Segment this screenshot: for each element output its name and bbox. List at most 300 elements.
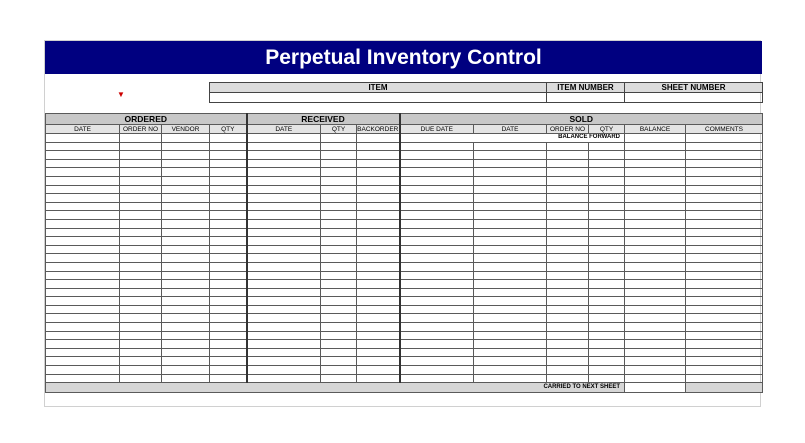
grid-cell[interactable] — [625, 305, 686, 314]
grid-cell[interactable] — [247, 151, 321, 160]
grid-cell[interactable] — [321, 202, 357, 211]
grid-cell[interactable] — [120, 151, 162, 160]
grid-cell[interactable] — [474, 331, 547, 340]
grid-cell[interactable] — [686, 176, 763, 185]
grid-cell[interactable] — [247, 254, 321, 263]
grid-cell[interactable] — [625, 176, 686, 185]
grid-cell[interactable] — [547, 297, 589, 306]
grid-cell[interactable] — [357, 280, 400, 289]
grid-cell[interactable] — [210, 211, 247, 220]
grid-cell[interactable] — [321, 176, 357, 185]
grid-cell[interactable] — [589, 176, 625, 185]
grid-cell[interactable] — [162, 262, 210, 271]
grid-cell[interactable] — [686, 185, 763, 194]
grid-cell[interactable] — [46, 357, 120, 366]
grid-cell[interactable] — [547, 262, 589, 271]
grid-cell[interactable] — [547, 194, 589, 203]
grid-cell[interactable] — [210, 176, 247, 185]
grid-cell[interactable] — [589, 323, 625, 332]
grid-cell[interactable] — [247, 202, 321, 211]
grid-cell[interactable] — [474, 340, 547, 349]
grid-cell[interactable] — [162, 237, 210, 246]
grid-cell[interactable] — [162, 159, 210, 168]
grid-cell[interactable] — [247, 323, 321, 332]
grid-cell[interactable] — [162, 280, 210, 289]
grid-cell[interactable] — [357, 340, 400, 349]
grid-cell[interactable] — [46, 280, 120, 289]
grid-cell[interactable] — [321, 151, 357, 160]
grid-cell[interactable] — [210, 245, 247, 254]
grid-cell[interactable] — [625, 271, 686, 280]
grid-cell[interactable] — [474, 280, 547, 289]
grid-cell[interactable] — [162, 340, 210, 349]
grid-cell[interactable] — [120, 185, 162, 194]
grid-cell[interactable] — [589, 314, 625, 323]
grid-cell[interactable] — [589, 245, 625, 254]
grid-cell[interactable] — [589, 228, 625, 237]
grid-cell[interactable] — [162, 314, 210, 323]
grid-cell[interactable] — [321, 134, 357, 143]
grid-cell[interactable] — [625, 245, 686, 254]
grid-cell[interactable] — [162, 194, 210, 203]
grid-cell[interactable] — [400, 271, 474, 280]
carried-balance-value[interactable] — [625, 383, 686, 393]
grid-cell[interactable] — [321, 211, 357, 220]
grid-cell[interactable] — [357, 254, 400, 263]
grid-cell[interactable] — [210, 374, 247, 383]
grid-cell[interactable] — [400, 245, 474, 254]
grid-cell[interactable] — [120, 245, 162, 254]
grid-cell[interactable] — [474, 254, 547, 263]
grid-cell[interactable] — [247, 348, 321, 357]
grid-cell[interactable] — [120, 168, 162, 177]
grid-cell[interactable] — [321, 142, 357, 151]
grid-cell[interactable] — [625, 262, 686, 271]
grid-cell[interactable] — [547, 176, 589, 185]
grid-cell[interactable] — [162, 366, 210, 375]
grid-cell[interactable] — [625, 159, 686, 168]
grid-cell[interactable] — [247, 366, 321, 375]
grid-cell[interactable] — [400, 280, 474, 289]
grid-cell[interactable] — [589, 185, 625, 194]
grid-cell[interactable] — [625, 228, 686, 237]
grid-cell[interactable] — [210, 254, 247, 263]
grid-cell[interactable] — [210, 159, 247, 168]
grid-cell[interactable] — [547, 305, 589, 314]
grid-cell[interactable] — [321, 348, 357, 357]
grid-cell[interactable] — [625, 142, 686, 151]
grid-cell[interactable] — [210, 194, 247, 203]
grid-cell[interactable] — [357, 168, 400, 177]
grid-cell[interactable] — [46, 194, 120, 203]
grid-cell[interactable] — [247, 271, 321, 280]
grid-cell[interactable] — [210, 280, 247, 289]
grid-cell[interactable] — [210, 134, 247, 143]
grid-cell[interactable] — [589, 366, 625, 375]
grid-cell[interactable] — [357, 305, 400, 314]
grid-cell[interactable] — [120, 211, 162, 220]
grid-cell[interactable] — [46, 245, 120, 254]
grid-cell[interactable] — [210, 305, 247, 314]
grid-cell[interactable] — [547, 340, 589, 349]
grid-cell[interactable] — [357, 262, 400, 271]
grid-cell[interactable] — [625, 366, 686, 375]
grid-cell[interactable] — [357, 288, 400, 297]
grid-cell[interactable] — [162, 176, 210, 185]
grid-cell[interactable] — [162, 185, 210, 194]
grid-cell[interactable] — [686, 254, 763, 263]
grid-cell[interactable] — [162, 288, 210, 297]
grid-cell[interactable] — [400, 176, 474, 185]
grid-cell[interactable] — [400, 185, 474, 194]
grid-cell[interactable] — [400, 159, 474, 168]
grid-cell[interactable] — [46, 374, 120, 383]
grid-cell[interactable] — [162, 254, 210, 263]
grid-cell[interactable] — [589, 262, 625, 271]
grid-cell[interactable] — [474, 357, 547, 366]
grid-cell[interactable] — [321, 228, 357, 237]
grid-cell[interactable] — [120, 159, 162, 168]
grid-cell[interactable] — [357, 228, 400, 237]
grid-cell[interactable] — [210, 151, 247, 160]
grid-cell[interactable] — [247, 185, 321, 194]
grid-cell[interactable] — [247, 374, 321, 383]
grid-cell[interactable] — [357, 202, 400, 211]
grid-cell[interactable] — [547, 374, 589, 383]
grid-cell[interactable] — [321, 168, 357, 177]
grid-cell[interactable] — [120, 142, 162, 151]
grid-cell[interactable] — [547, 151, 589, 160]
grid-cell[interactable] — [247, 194, 321, 203]
grid-cell[interactable] — [210, 271, 247, 280]
grid-cell[interactable] — [210, 262, 247, 271]
grid-cell[interactable] — [247, 288, 321, 297]
grid-cell[interactable] — [46, 185, 120, 194]
grid-cell[interactable] — [474, 297, 547, 306]
grid-cell[interactable] — [162, 305, 210, 314]
grid-cell[interactable] — [625, 185, 686, 194]
grid-cell[interactable] — [247, 245, 321, 254]
grid-cell[interactable] — [474, 185, 547, 194]
grid-cell[interactable] — [247, 176, 321, 185]
grid-cell[interactable] — [400, 357, 474, 366]
grid-cell[interactable] — [210, 348, 247, 357]
grid-cell[interactable] — [321, 305, 357, 314]
grid-cell[interactable] — [321, 194, 357, 203]
grid-cell[interactable] — [357, 271, 400, 280]
grid-cell[interactable] — [162, 168, 210, 177]
grid-cell[interactable] — [686, 305, 763, 314]
grid-cell[interactable] — [357, 374, 400, 383]
grid-cell[interactable] — [400, 366, 474, 375]
grid-cell[interactable] — [162, 245, 210, 254]
grid-cell[interactable] — [686, 134, 763, 143]
grid-cell[interactable] — [210, 219, 247, 228]
grid-cell[interactable] — [589, 237, 625, 246]
grid-cell[interactable] — [357, 176, 400, 185]
grid-cell[interactable] — [625, 151, 686, 160]
grid-cell[interactable] — [547, 280, 589, 289]
grid-cell[interactable] — [589, 142, 625, 151]
grid-cell[interactable] — [357, 151, 400, 160]
grid-cell[interactable] — [589, 357, 625, 366]
grid-cell[interactable] — [120, 340, 162, 349]
grid-cell[interactable] — [686, 366, 763, 375]
grid-cell[interactable] — [120, 288, 162, 297]
grid-cell[interactable] — [547, 331, 589, 340]
carried-comments-cell[interactable] — [686, 383, 763, 393]
grid-cell[interactable] — [686, 348, 763, 357]
grid-cell[interactable] — [625, 314, 686, 323]
grid-cell[interactable] — [400, 168, 474, 177]
grid-cell[interactable] — [46, 288, 120, 297]
grid-cell[interactable] — [686, 219, 763, 228]
grid-cell[interactable] — [120, 348, 162, 357]
grid-cell[interactable] — [547, 211, 589, 220]
item-number-value-cell[interactable] — [547, 93, 625, 103]
grid-cell[interactable] — [547, 254, 589, 263]
grid-cell[interactable] — [686, 314, 763, 323]
grid-cell[interactable] — [46, 151, 120, 160]
grid-cell[interactable] — [46, 176, 120, 185]
grid-cell[interactable] — [120, 357, 162, 366]
grid-cell[interactable] — [357, 185, 400, 194]
grid-cell[interactable] — [120, 202, 162, 211]
grid-cell[interactable] — [400, 288, 474, 297]
grid-cell[interactable] — [120, 374, 162, 383]
grid-cell[interactable] — [400, 314, 474, 323]
grid-cell[interactable] — [247, 262, 321, 271]
grid-cell[interactable] — [686, 271, 763, 280]
grid-cell[interactable] — [247, 280, 321, 289]
grid-cell[interactable] — [247, 305, 321, 314]
grid-cell[interactable] — [321, 159, 357, 168]
grid-cell[interactable] — [686, 142, 763, 151]
grid-cell[interactable] — [46, 228, 120, 237]
grid-cell[interactable] — [120, 323, 162, 332]
grid-cell[interactable] — [247, 168, 321, 177]
grid-cell[interactable] — [357, 331, 400, 340]
grid-cell[interactable] — [547, 271, 589, 280]
grid-cell[interactable] — [120, 331, 162, 340]
grid-cell[interactable] — [474, 151, 547, 160]
grid-cell[interactable] — [625, 357, 686, 366]
grid-cell[interactable] — [589, 211, 625, 220]
grid-cell[interactable] — [46, 271, 120, 280]
grid-cell[interactable] — [162, 202, 210, 211]
grid-cell[interactable] — [686, 228, 763, 237]
grid-cell[interactable] — [589, 159, 625, 168]
grid-cell[interactable] — [247, 211, 321, 220]
grid-cell[interactable] — [46, 168, 120, 177]
grid-cell[interactable] — [686, 340, 763, 349]
grid-cell[interactable] — [321, 245, 357, 254]
grid-cell[interactable] — [474, 211, 547, 220]
grid-cell[interactable] — [120, 134, 162, 143]
grid-cell[interactable] — [589, 340, 625, 349]
grid-cell[interactable] — [625, 211, 686, 220]
grid-cell[interactable] — [474, 202, 547, 211]
grid-cell[interactable] — [162, 151, 210, 160]
grid-cell[interactable] — [589, 168, 625, 177]
grid-cell[interactable] — [46, 219, 120, 228]
grid-cell[interactable] — [210, 366, 247, 375]
grid-cell[interactable] — [357, 357, 400, 366]
grid-cell[interactable] — [625, 348, 686, 357]
grid-cell[interactable] — [400, 262, 474, 271]
grid-cell[interactable] — [474, 374, 547, 383]
grid-cell[interactable] — [162, 323, 210, 332]
grid-cell[interactable] — [210, 142, 247, 151]
grid-cell[interactable] — [547, 202, 589, 211]
grid-cell[interactable] — [247, 314, 321, 323]
grid-cell[interactable] — [589, 271, 625, 280]
grid-cell[interactable] — [589, 331, 625, 340]
grid-cell[interactable] — [589, 202, 625, 211]
grid-cell[interactable] — [686, 237, 763, 246]
grid-cell[interactable] — [474, 159, 547, 168]
grid-cell[interactable] — [474, 142, 547, 151]
grid-cell[interactable] — [210, 297, 247, 306]
grid-cell[interactable] — [210, 314, 247, 323]
grid-cell[interactable] — [247, 159, 321, 168]
grid-cell[interactable] — [321, 271, 357, 280]
grid-cell[interactable] — [120, 219, 162, 228]
grid-cell[interactable] — [625, 323, 686, 332]
grid-cell[interactable] — [474, 288, 547, 297]
grid-cell[interactable] — [589, 374, 625, 383]
grid-cell[interactable] — [686, 262, 763, 271]
grid-cell[interactable] — [686, 194, 763, 203]
grid-cell[interactable] — [400, 202, 474, 211]
grid-cell[interactable] — [210, 202, 247, 211]
grid-cell[interactable] — [400, 142, 474, 151]
grid-cell[interactable] — [162, 211, 210, 220]
grid-cell[interactable] — [357, 245, 400, 254]
grid-cell[interactable] — [46, 134, 120, 143]
grid-cell[interactable] — [625, 288, 686, 297]
grid-cell[interactable] — [46, 254, 120, 263]
grid-cell[interactable] — [321, 331, 357, 340]
grid-cell[interactable] — [120, 305, 162, 314]
grid-cell[interactable] — [686, 288, 763, 297]
grid-cell[interactable] — [400, 323, 474, 332]
grid-cell[interactable] — [120, 262, 162, 271]
grid-cell[interactable] — [547, 228, 589, 237]
grid-cell[interactable] — [46, 202, 120, 211]
grid-cell[interactable] — [686, 297, 763, 306]
grid-cell[interactable] — [547, 185, 589, 194]
grid-cell[interactable] — [474, 305, 547, 314]
grid-cell[interactable] — [547, 288, 589, 297]
grid-cell[interactable] — [46, 331, 120, 340]
grid-cell[interactable] — [357, 219, 400, 228]
grid-cell[interactable] — [321, 297, 357, 306]
grid-cell[interactable] — [400, 297, 474, 306]
grid-cell[interactable] — [400, 340, 474, 349]
grid-cell[interactable] — [321, 366, 357, 375]
grid-cell[interactable] — [474, 366, 547, 375]
balance-forward-value[interactable] — [625, 134, 686, 143]
grid-cell[interactable] — [357, 314, 400, 323]
grid-cell[interactable] — [589, 297, 625, 306]
grid-cell[interactable] — [686, 168, 763, 177]
grid-cell[interactable] — [474, 323, 547, 332]
grid-cell[interactable] — [46, 305, 120, 314]
grid-cell[interactable] — [474, 168, 547, 177]
grid-cell[interactable] — [547, 323, 589, 332]
grid-cell[interactable] — [321, 357, 357, 366]
grid-cell[interactable] — [474, 271, 547, 280]
grid-cell[interactable] — [46, 237, 120, 246]
grid-cell[interactable] — [357, 297, 400, 306]
grid-cell[interactable] — [589, 194, 625, 203]
grid-cell[interactable] — [625, 254, 686, 263]
grid-cell[interactable] — [321, 219, 357, 228]
grid-cell[interactable] — [247, 219, 321, 228]
grid-cell[interactable] — [120, 271, 162, 280]
grid-cell[interactable] — [247, 237, 321, 246]
grid-cell[interactable] — [400, 151, 474, 160]
grid-cell[interactable] — [321, 185, 357, 194]
grid-cell[interactable] — [120, 366, 162, 375]
grid-cell[interactable] — [474, 262, 547, 271]
grid-cell[interactable] — [321, 280, 357, 289]
grid-cell[interactable] — [474, 228, 547, 237]
grid-cell[interactable] — [547, 168, 589, 177]
grid-cell[interactable] — [625, 168, 686, 177]
grid-cell[interactable] — [589, 305, 625, 314]
grid-cell[interactable] — [474, 245, 547, 254]
grid-cell[interactable] — [162, 219, 210, 228]
grid-cell[interactable] — [474, 176, 547, 185]
grid-cell[interactable] — [120, 254, 162, 263]
grid-cell[interactable] — [162, 142, 210, 151]
grid-cell[interactable] — [210, 288, 247, 297]
grid-cell[interactable] — [357, 323, 400, 332]
grid-cell[interactable] — [210, 185, 247, 194]
grid-cell[interactable] — [400, 194, 474, 203]
grid-cell[interactable] — [400, 219, 474, 228]
grid-cell[interactable] — [589, 280, 625, 289]
grid-cell[interactable] — [589, 348, 625, 357]
grid-cell[interactable] — [162, 134, 210, 143]
grid-cell[interactable] — [474, 314, 547, 323]
grid-cell[interactable] — [321, 237, 357, 246]
grid-cell[interactable] — [120, 228, 162, 237]
grid-cell[interactable] — [321, 288, 357, 297]
grid-cell[interactable] — [120, 176, 162, 185]
grid-cell[interactable] — [247, 357, 321, 366]
grid-cell[interactable] — [120, 237, 162, 246]
grid-cell[interactable] — [547, 245, 589, 254]
grid-cell[interactable] — [547, 314, 589, 323]
grid-cell[interactable] — [357, 142, 400, 151]
grid-cell[interactable] — [120, 314, 162, 323]
grid-cell[interactable] — [46, 159, 120, 168]
grid-cell[interactable] — [357, 194, 400, 203]
grid-cell[interactable] — [210, 331, 247, 340]
grid-cell[interactable] — [247, 142, 321, 151]
grid-cell[interactable] — [162, 271, 210, 280]
grid-cell[interactable] — [400, 348, 474, 357]
grid-cell[interactable] — [589, 288, 625, 297]
grid-cell[interactable] — [46, 142, 120, 151]
grid-cell[interactable] — [357, 348, 400, 357]
grid-cell[interactable] — [210, 228, 247, 237]
grid-cell[interactable] — [321, 262, 357, 271]
grid-cell[interactable] — [686, 280, 763, 289]
